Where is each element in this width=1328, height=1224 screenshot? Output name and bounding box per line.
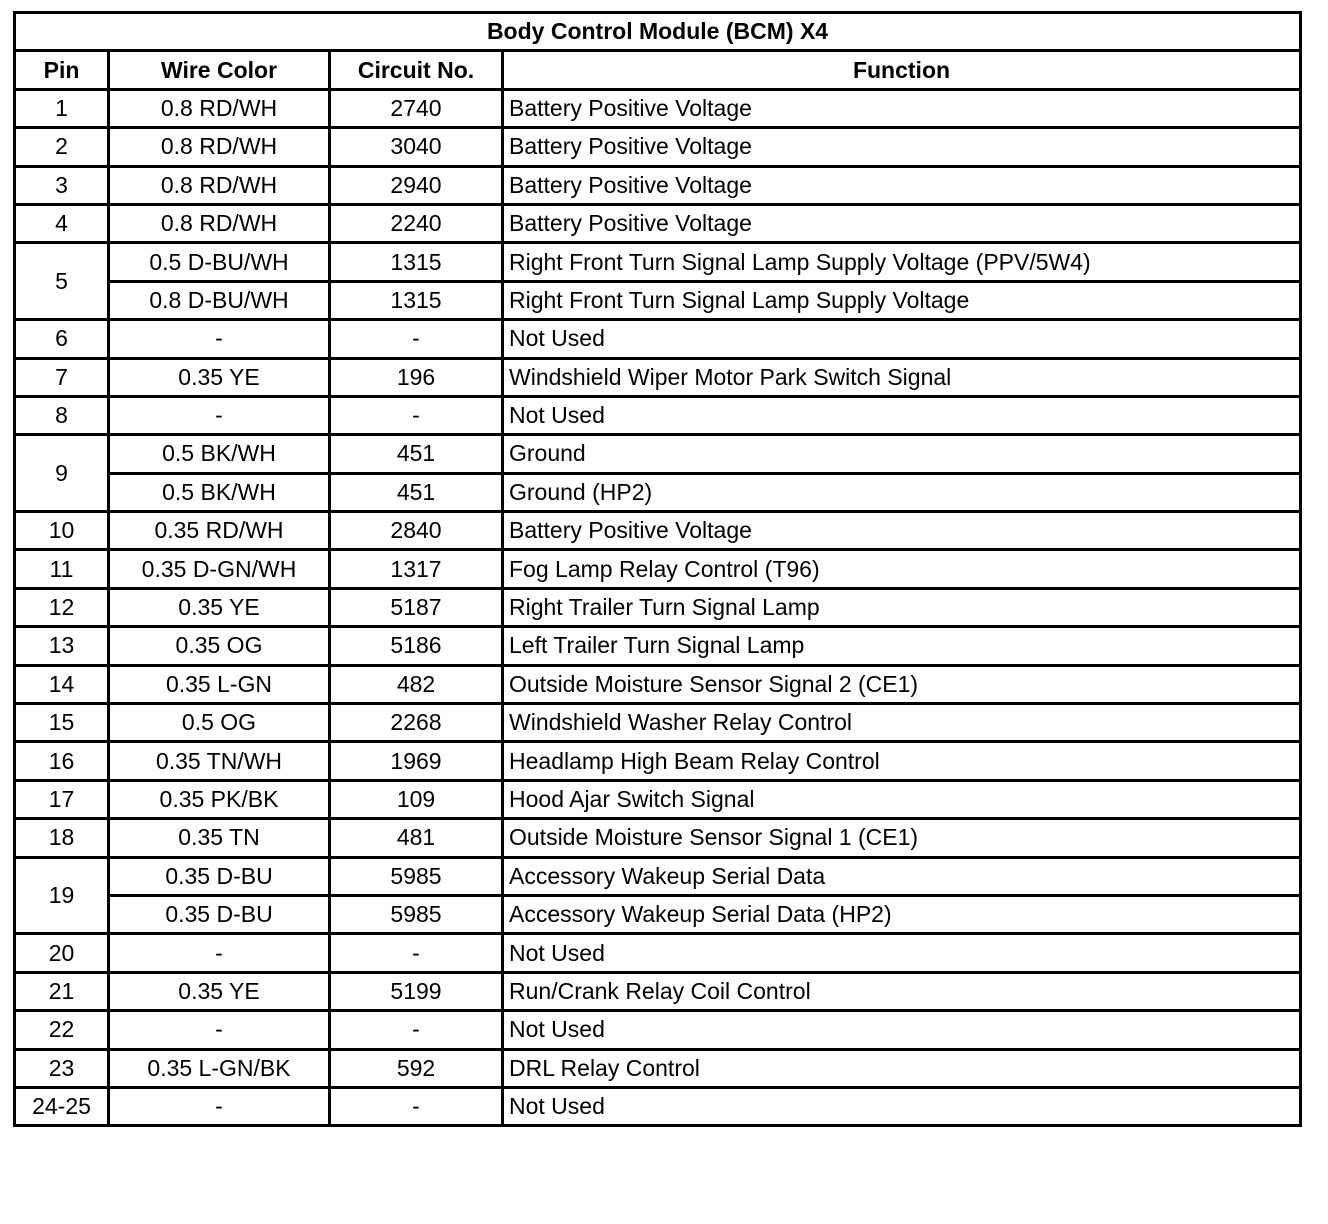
- wire-color-cell: 0.35 L-GN/BK: [109, 1049, 330, 1087]
- pin-cell: 8: [15, 396, 109, 434]
- circuit-number-cell: 5187: [330, 588, 503, 626]
- pin-cell: 7: [15, 358, 109, 396]
- function-cell: Outside Moisture Sensor Signal 1 (CE1): [503, 819, 1301, 857]
- table-row: [15, 819, 1301, 857]
- wire-color-cell: 0.35 TN: [109, 819, 330, 857]
- table-row: [15, 780, 1301, 818]
- circuit-number-cell: 1315: [330, 243, 503, 281]
- table-row: [15, 972, 1301, 1010]
- wire-color-cell: -: [109, 934, 330, 972]
- pin-cell: 15: [15, 704, 109, 742]
- function-cell: Not Used: [503, 320, 1301, 358]
- table-row: [15, 704, 1301, 742]
- pin-cell: 4: [15, 204, 109, 242]
- wire-color-cell: 0.8 RD/WH: [109, 204, 330, 242]
- function-cell: DRL Relay Control: [503, 1049, 1301, 1087]
- function-cell: Battery Positive Voltage: [503, 89, 1301, 127]
- function-cell: Battery Positive Voltage: [503, 128, 1301, 166]
- wire-color-cell: -: [109, 1011, 330, 1049]
- pin-cell: 17: [15, 780, 109, 818]
- circuit-number-cell: 451: [330, 473, 503, 511]
- function-cell: Right Trailer Turn Signal Lamp: [503, 588, 1301, 626]
- circuit-number-cell: 481: [330, 819, 503, 857]
- title-row: [15, 13, 1301, 51]
- table-row: [15, 1011, 1301, 1049]
- wire-color-cell: 0.8 RD/WH: [109, 166, 330, 204]
- table-row: [15, 512, 1301, 550]
- table-row: [15, 281, 1301, 319]
- function-cell: Accessory Wakeup Serial Data (HP2): [503, 895, 1301, 933]
- function-cell: Right Front Turn Signal Lamp Supply Voltage (PPV/5W4): [503, 243, 1301, 281]
- wire-color-cell: 0.5 BK/WH: [109, 435, 330, 473]
- function-cell: Not Used: [503, 396, 1301, 434]
- function-cell: Left Trailer Turn Signal Lamp: [503, 627, 1301, 665]
- table-row: [15, 89, 1301, 127]
- function-cell: Not Used: [503, 934, 1301, 972]
- table-row: [15, 1087, 1301, 1125]
- table-row: [15, 895, 1301, 933]
- wire-color-cell: 0.35 YE: [109, 588, 330, 626]
- function-cell: Headlamp High Beam Relay Control: [503, 742, 1301, 780]
- pin-cell: 9: [15, 435, 109, 512]
- wire-color-cell: 0.35 TN/WH: [109, 742, 330, 780]
- wire-color-cell: 0.35 L-GN: [109, 665, 330, 703]
- function-cell: Accessory Wakeup Serial Data: [503, 857, 1301, 895]
- function-cell: Windshield Wiper Motor Park Switch Signal: [503, 358, 1301, 396]
- circuit-number-cell: -: [330, 396, 503, 434]
- circuit-number-cell: 2268: [330, 704, 503, 742]
- function-cell: Outside Moisture Sensor Signal 2 (CE1): [503, 665, 1301, 703]
- function-cell: Battery Positive Voltage: [503, 166, 1301, 204]
- table-row: [15, 473, 1301, 511]
- table-title: Body Control Module (BCM) X4: [15, 13, 1301, 51]
- function-cell: Hood Ajar Switch Signal: [503, 780, 1301, 818]
- pin-cell: 12: [15, 588, 109, 626]
- wire-color-cell: 0.35 YE: [109, 972, 330, 1010]
- circuit-number-cell: -: [330, 1087, 503, 1125]
- table-row: [15, 128, 1301, 166]
- pin-cell: 3: [15, 166, 109, 204]
- wire-color-cell: 0.8 RD/WH: [109, 128, 330, 166]
- pin-cell: 14: [15, 665, 109, 703]
- pin-cell: 10: [15, 512, 109, 550]
- wire-color-cell: 0.5 OG: [109, 704, 330, 742]
- table-body: [15, 89, 1301, 1126]
- connector-pinout-table: [13, 11, 1302, 1127]
- table-row: [15, 934, 1301, 972]
- wire-color-cell: 0.5 BK/WH: [109, 473, 330, 511]
- circuit-number-cell: 1317: [330, 550, 503, 588]
- pin-cell: 13: [15, 627, 109, 665]
- table-row: [15, 166, 1301, 204]
- circuit-number-cell: 2940: [330, 166, 503, 204]
- pin-cell: 19: [15, 857, 109, 934]
- wire-color-column-header: Wire Color: [109, 51, 330, 89]
- circuit-number-cell: 109: [330, 780, 503, 818]
- circuit-number-cell: 592: [330, 1049, 503, 1087]
- function-cell: Fog Lamp Relay Control (T96): [503, 550, 1301, 588]
- pin-cell: 2: [15, 128, 109, 166]
- table-row: [15, 243, 1301, 281]
- circuit-number-cell: 2740: [330, 89, 503, 127]
- pin-column-header: Pin: [15, 51, 109, 89]
- wire-color-cell: 0.35 D-GN/WH: [109, 550, 330, 588]
- function-cell: Battery Positive Voltage: [503, 512, 1301, 550]
- header-row: [15, 51, 1301, 89]
- circuit-number-cell: 2840: [330, 512, 503, 550]
- circuit-number-cell: -: [330, 1011, 503, 1049]
- pin-cell: 20: [15, 934, 109, 972]
- circuit-number-cell: 5186: [330, 627, 503, 665]
- pin-cell: 6: [15, 320, 109, 358]
- wire-color-cell: -: [109, 396, 330, 434]
- function-cell: Run/Crank Relay Coil Control: [503, 972, 1301, 1010]
- circuit-number-cell: 482: [330, 665, 503, 703]
- pin-cell: 23: [15, 1049, 109, 1087]
- function-cell: Right Front Turn Signal Lamp Supply Voltage: [503, 281, 1301, 319]
- wire-color-cell: 0.35 D-BU: [109, 857, 330, 895]
- pin-cell: 5: [15, 243, 109, 320]
- circuit-number-cell: -: [330, 320, 503, 358]
- pin-cell: 18: [15, 819, 109, 857]
- wire-color-cell: -: [109, 320, 330, 358]
- pin-cell: 1: [15, 89, 109, 127]
- wire-color-cell: 0.35 YE: [109, 358, 330, 396]
- function-cell: Ground (HP2): [503, 473, 1301, 511]
- table-row: [15, 665, 1301, 703]
- table-row: [15, 320, 1301, 358]
- wire-color-cell: 0.35 D-BU: [109, 895, 330, 933]
- wire-color-cell: -: [109, 1087, 330, 1125]
- pin-cell: 24-25: [15, 1087, 109, 1125]
- circuit-number-column-header: Circuit No.: [330, 51, 503, 89]
- pin-cell: 21: [15, 972, 109, 1010]
- wire-color-cell: 0.5 D-BU/WH: [109, 243, 330, 281]
- pin-cell: 16: [15, 742, 109, 780]
- table-row: [15, 742, 1301, 780]
- table-row: [15, 358, 1301, 396]
- circuit-number-cell: 196: [330, 358, 503, 396]
- circuit-number-cell: 5985: [330, 895, 503, 933]
- circuit-number-cell: 1315: [330, 281, 503, 319]
- table-row: [15, 435, 1301, 473]
- circuit-number-cell: 5199: [330, 972, 503, 1010]
- table-row: [15, 204, 1301, 242]
- table-row: [15, 396, 1301, 434]
- function-cell: Battery Positive Voltage: [503, 204, 1301, 242]
- circuit-number-cell: 3040: [330, 128, 503, 166]
- table-row: [15, 857, 1301, 895]
- table-row: [15, 1049, 1301, 1087]
- pin-cell: 11: [15, 550, 109, 588]
- circuit-number-cell: 1969: [330, 742, 503, 780]
- wire-color-cell: 0.35 OG: [109, 627, 330, 665]
- circuit-number-cell: 5985: [330, 857, 503, 895]
- wire-color-cell: 0.8 D-BU/WH: [109, 281, 330, 319]
- function-cell: Not Used: [503, 1087, 1301, 1125]
- wire-color-cell: 0.35 RD/WH: [109, 512, 330, 550]
- wire-color-cell: 0.8 RD/WH: [109, 89, 330, 127]
- pin-cell: 22: [15, 1011, 109, 1049]
- function-column-header: Function: [503, 51, 1301, 89]
- circuit-number-cell: 451: [330, 435, 503, 473]
- table-row: [15, 550, 1301, 588]
- function-cell: Ground: [503, 435, 1301, 473]
- function-cell: Not Used: [503, 1011, 1301, 1049]
- circuit-number-cell: 2240: [330, 204, 503, 242]
- table-row: [15, 627, 1301, 665]
- wire-color-cell: 0.35 PK/BK: [109, 780, 330, 818]
- circuit-number-cell: -: [330, 934, 503, 972]
- table-row: [15, 588, 1301, 626]
- function-cell: Windshield Washer Relay Control: [503, 704, 1301, 742]
